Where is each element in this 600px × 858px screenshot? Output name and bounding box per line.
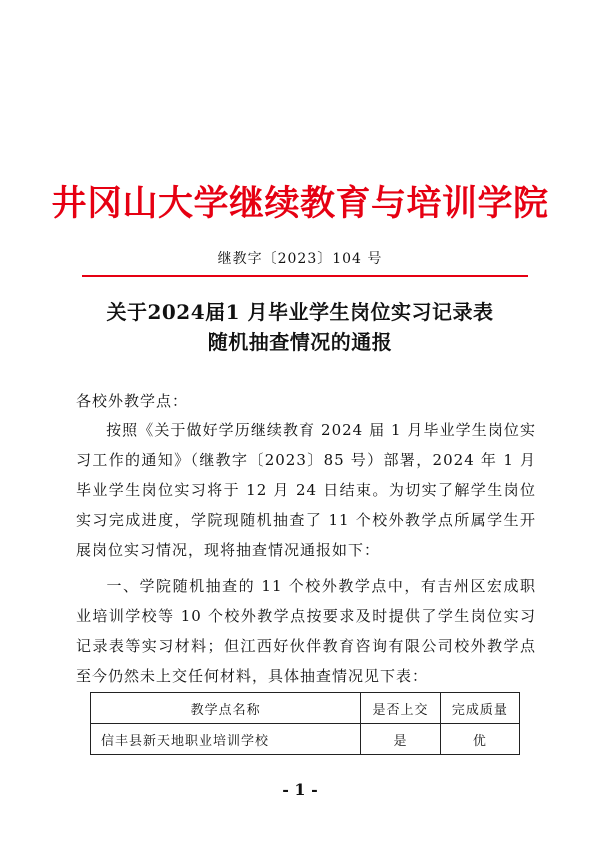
body-paragraph-1-text: 按照《关于做好学历继续教育 2024 届 1 月毕业学生岗位实习工作的通知》（继教字〔2023〕85 号）部署，2024 年 1 月毕业学生岗位实习将于 12 月 24 日结束。为切实了解学生岗位实习完成进度，学院现随机抽查了 11 个校外教学点所属学生开展岗位实习情况，现将抽查情况通报如下：	[76, 421, 536, 559]
institution-header: 井冈山大学继续教育与培训学院	[51, 183, 549, 224]
document-title-line-1: 关于2024届1 月毕业学生岗位实习记录表	[106, 300, 494, 324]
body-paragraph-2-text: 一、学院随机抽查的 11 个校外教学点中，有吉州区宏成职业培训学校等 10 个校外教学点按要求及时提供了学生岗位实习记录表等实习材料；但江西好伙伴教育咨询有限公司校外教学点至今仍然未上交任何材料，具体抽查情况见下表：	[76, 577, 536, 685]
inspection-results-table	[90, 692, 520, 755]
document-title-line-2: 随机抽查情况的通报	[207, 330, 393, 354]
red-divider-line	[82, 275, 528, 277]
salutation: 各校外教学点：	[76, 392, 189, 410]
table-cell-submitted: 是	[361, 724, 440, 755]
body-paragraph-1	[76, 415, 536, 565]
page-number: - 1 -	[282, 780, 318, 799]
document-number: 继教字〔2023〕104 号	[217, 251, 383, 267]
table-cell-quality: 优	[440, 724, 519, 755]
table-header-name: 教学点名称	[91, 693, 361, 724]
table-row	[91, 724, 520, 755]
body-paragraph-2	[76, 571, 536, 691]
table-cell-name: 信丰县新天地职业培训学校	[91, 724, 361, 755]
table-header-submitted: 是否上交	[361, 693, 440, 724]
table-header-row	[91, 693, 520, 724]
table-header-quality: 完成质量	[440, 693, 519, 724]
